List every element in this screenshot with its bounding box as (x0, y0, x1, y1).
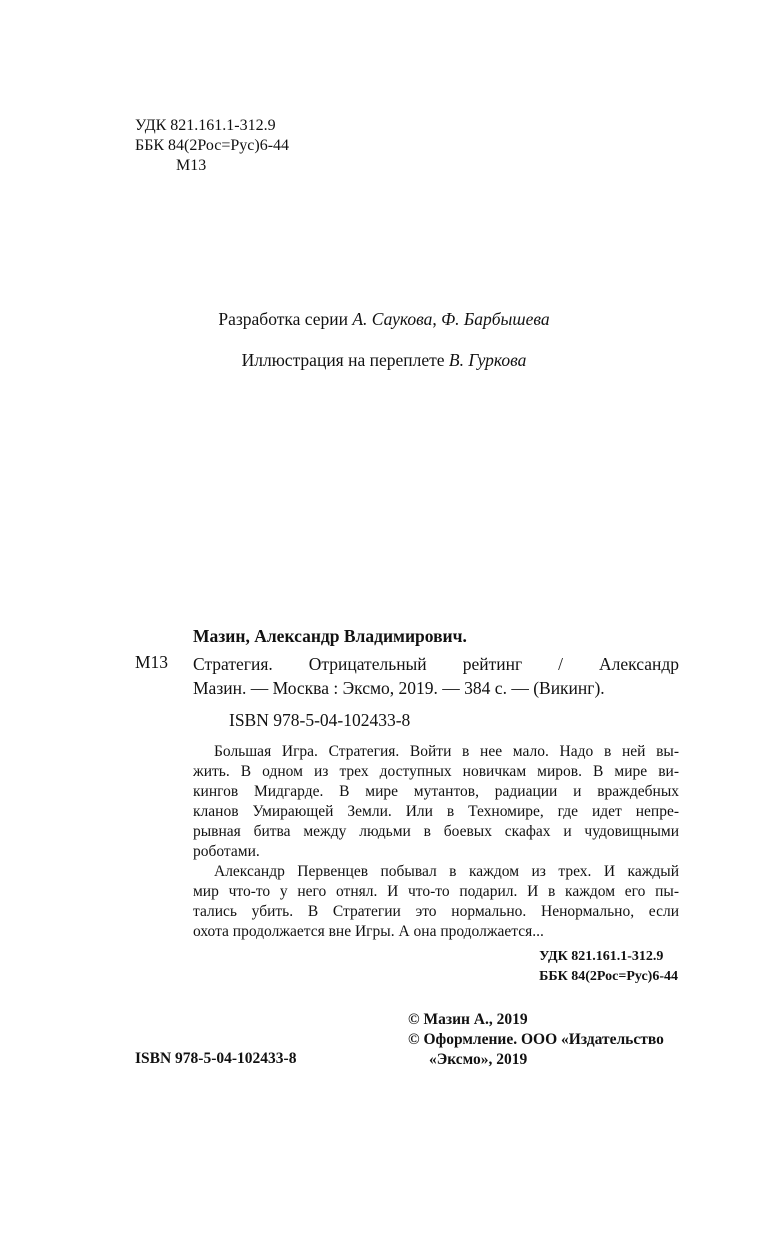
author-heading: Мазин, Александр Владимирович. (193, 626, 467, 646)
series-credit-prefix: Разработка серии (218, 309, 353, 329)
annotation-line: мир что-то у него отнял. И что-то подарил. И в каждом его пы- (193, 883, 679, 900)
copyright-design-continued: «Эксмо», 2019 (429, 1051, 528, 1068)
illustration-credit (0, 350, 768, 371)
series-credit (0, 309, 768, 330)
series-designer-2: Ф. Барбышева (441, 309, 550, 329)
annotation-paragraph-1 (193, 742, 679, 862)
author-sign-bibliographic: М13 (135, 652, 169, 672)
annotation-line: Александр Первенцев побывал в каждом из трех. И каждый (214, 863, 679, 880)
annotation-line: роботами. (193, 843, 260, 860)
isbn: ISBN 978-5-04-102433-8 (229, 710, 411, 730)
annotation-line: тались убить. В Стратегии это нормально. Ненормально, если (193, 903, 679, 920)
copyright-author: © Мазин А., 2019 (408, 1011, 528, 1028)
annotation-line: кингов Мидгарде. В мире мутантов, радиации и враждебных (193, 783, 679, 800)
bibliographic-line: Мазин. — Москва : Эксмо, 2019. — 384 с. — (Викинг). (193, 678, 605, 698)
bibliographic-description (193, 652, 679, 700)
annotation-line: кланов Умирающей Земли. Или в Техномире, где идет непре- (193, 803, 679, 820)
series-credit-separator: , (432, 309, 442, 329)
illustration-credit-prefix: Иллюстрация на переплете (241, 350, 449, 370)
annotation-line: охота продолжается вне Игры. А она продолжается... (193, 923, 544, 940)
bbk-code-right: ББК 84(2Рос=Рус)6-44 (539, 969, 678, 984)
annotation-line: жить. В одном из трех доступных новичкам миров. В мире ви- (193, 763, 679, 780)
annotation-paragraph-2 (193, 862, 679, 942)
illustrator-name: В. Гуркова (448, 350, 527, 370)
udk-code-right: УДК 821.161.1-312.9 (539, 949, 664, 964)
bbk-code: ББК 84(2Рос=Рус)6-44 (135, 137, 290, 154)
udk-code: УДК 821.161.1-312.9 (135, 117, 276, 134)
series-designer-1: А. Саукова (352, 309, 433, 329)
copyright-block (408, 1010, 664, 1070)
classification-codes-right (539, 947, 678, 987)
bibliographic-line: Стратегия. Отрицательный рейтинг / Александр (193, 654, 679, 674)
annotation-line: рывная битва между людьми в боевых скафах и чудовищными (193, 823, 679, 840)
copyright-design: © Оформление. ООО «Издательство (408, 1031, 664, 1048)
top-classification-codes (135, 116, 289, 176)
annotation-line: Большая Игра. Стратегия. Войти в нее мало. Надо в ней вы- (214, 743, 679, 760)
isbn-bottom: ISBN 978-5-04-102433-8 (135, 1050, 297, 1067)
author-sign: М13 (176, 157, 207, 174)
